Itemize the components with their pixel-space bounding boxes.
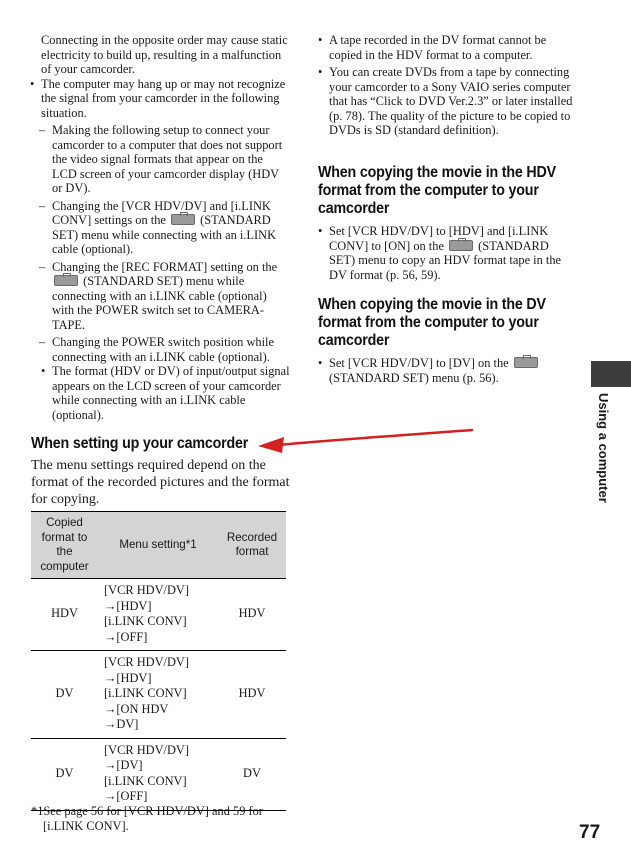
hdv-text-b: (STANDARD SET) menu to copy an HDV format tape in the DV format (p. 56, 59).: [329, 238, 562, 282]
dv-text-a: Set [VCR HDV/DV] to [DV] on the: [329, 356, 509, 370]
setup-intro: The menu settings required depend on the format of the recorded pictures and the format for copying.: [31, 458, 290, 507]
cell-recorded: HDV: [238, 686, 266, 700]
dash-item-power-switch: – Changing the POWER switch position while connecting with an i.LINK cable (optional).: [30, 335, 290, 364]
dash-item-rec-text-b: (STANDARD SET) menu while connecting with an i.LINK cable (optional) with the POWER switch set to CAMERA-TAPE.: [52, 274, 267, 332]
cell-menu: [VCR HDV/DV] →[HDV] [i.LINK CONV] →[OFF]: [104, 583, 190, 644]
cell-menu: [VCR HDV/DV] →[DV] [i.LINK CONV] →[OFF]: [104, 742, 190, 803]
dash-item-vcr-text-a: Changing the [VCR HDV/DV] and [i.LINK CONV] settings on the: [52, 198, 271, 227]
side-tab-label: Using a computer: [596, 393, 611, 503]
page-number: 77: [579, 822, 601, 843]
dash-item-rec-text-a: Changing the [REC FORMAT] setting on the: [52, 259, 278, 274]
cell-recorded: DV: [243, 765, 261, 780]
bullet-computer-hang: • The computer may hang up or may not recognize the signal from your camcorder in the following situation.: [30, 77, 290, 121]
bullet-create-dvd: • You can create DVDs from a tape by connecting your camcorder to a Sony VAIO series computer that has “Click to DVD Ver.2.3” or later installed (p. 78). The quality of the picture to be copied to DVDs is SD (standard definition).: [318, 65, 578, 138]
cell-copied: DV: [55, 686, 74, 700]
dash-item-vcr-text-b: (STANDARD SET) menu while connecting with an i.LINK cable (optional).: [52, 213, 277, 256]
bullet-format-display: • The format (HDV or DV) of input/output signal appears on the LCD screen of your camcorder while connecting with an i.LINK cable (optional).: [30, 364, 290, 422]
heading-line: format from the computer to your: [318, 182, 539, 199]
cell-copied: DV: [55, 765, 74, 780]
dv-text-b: (STANDARD SET) menu (p. 56).: [329, 370, 499, 385]
heading-line: When copying the movie in the HDV: [318, 164, 556, 181]
header-recorded-format: Recorded format: [218, 512, 286, 579]
cell-copied: HDV: [51, 606, 78, 621]
heading-line: camcorder: [318, 200, 390, 217]
hdv-text-a: Set [VCR HDV/DV] to [HDV] and [i.LINK CONV] to [ON] on the: [329, 224, 549, 253]
heading-line: format from the computer to your: [318, 314, 539, 331]
heading-line: camcorder: [318, 332, 390, 349]
header-menu-setting: Menu setting*1: [98, 512, 218, 579]
heading-setup-camcorder: When setting up your camcorder: [31, 435, 249, 452]
paragraph-static-warning: Connecting in the opposite order may cause static electricity to build up, resulting in a malfunction of your camcorder.: [41, 33, 288, 76]
cell-menu: [VCR HDV/DV] →[HDV] [i.LINK CONV] →[ON HDV →DV]: [104, 655, 190, 731]
header-copied-format: Copied format to the computer: [31, 512, 98, 579]
bullet-dv-tape: • A tape recorded in the DV format cannot be copied in the HDV format to a computer.: [318, 33, 578, 62]
cell-recorded: HDV: [238, 606, 266, 621]
footnote: *1See page 56 for [VCR HDV/DV] and 59 for [i.LINK CONV].: [31, 804, 263, 833]
dash-item-setup: – Making the following setup to connect your camcorder to a computer that does not support the video signal formats that appear on the LCD screen of your camcorder display (HDV or DV).: [30, 123, 290, 196]
heading-line: When copying the movie in the DV: [318, 296, 546, 313]
